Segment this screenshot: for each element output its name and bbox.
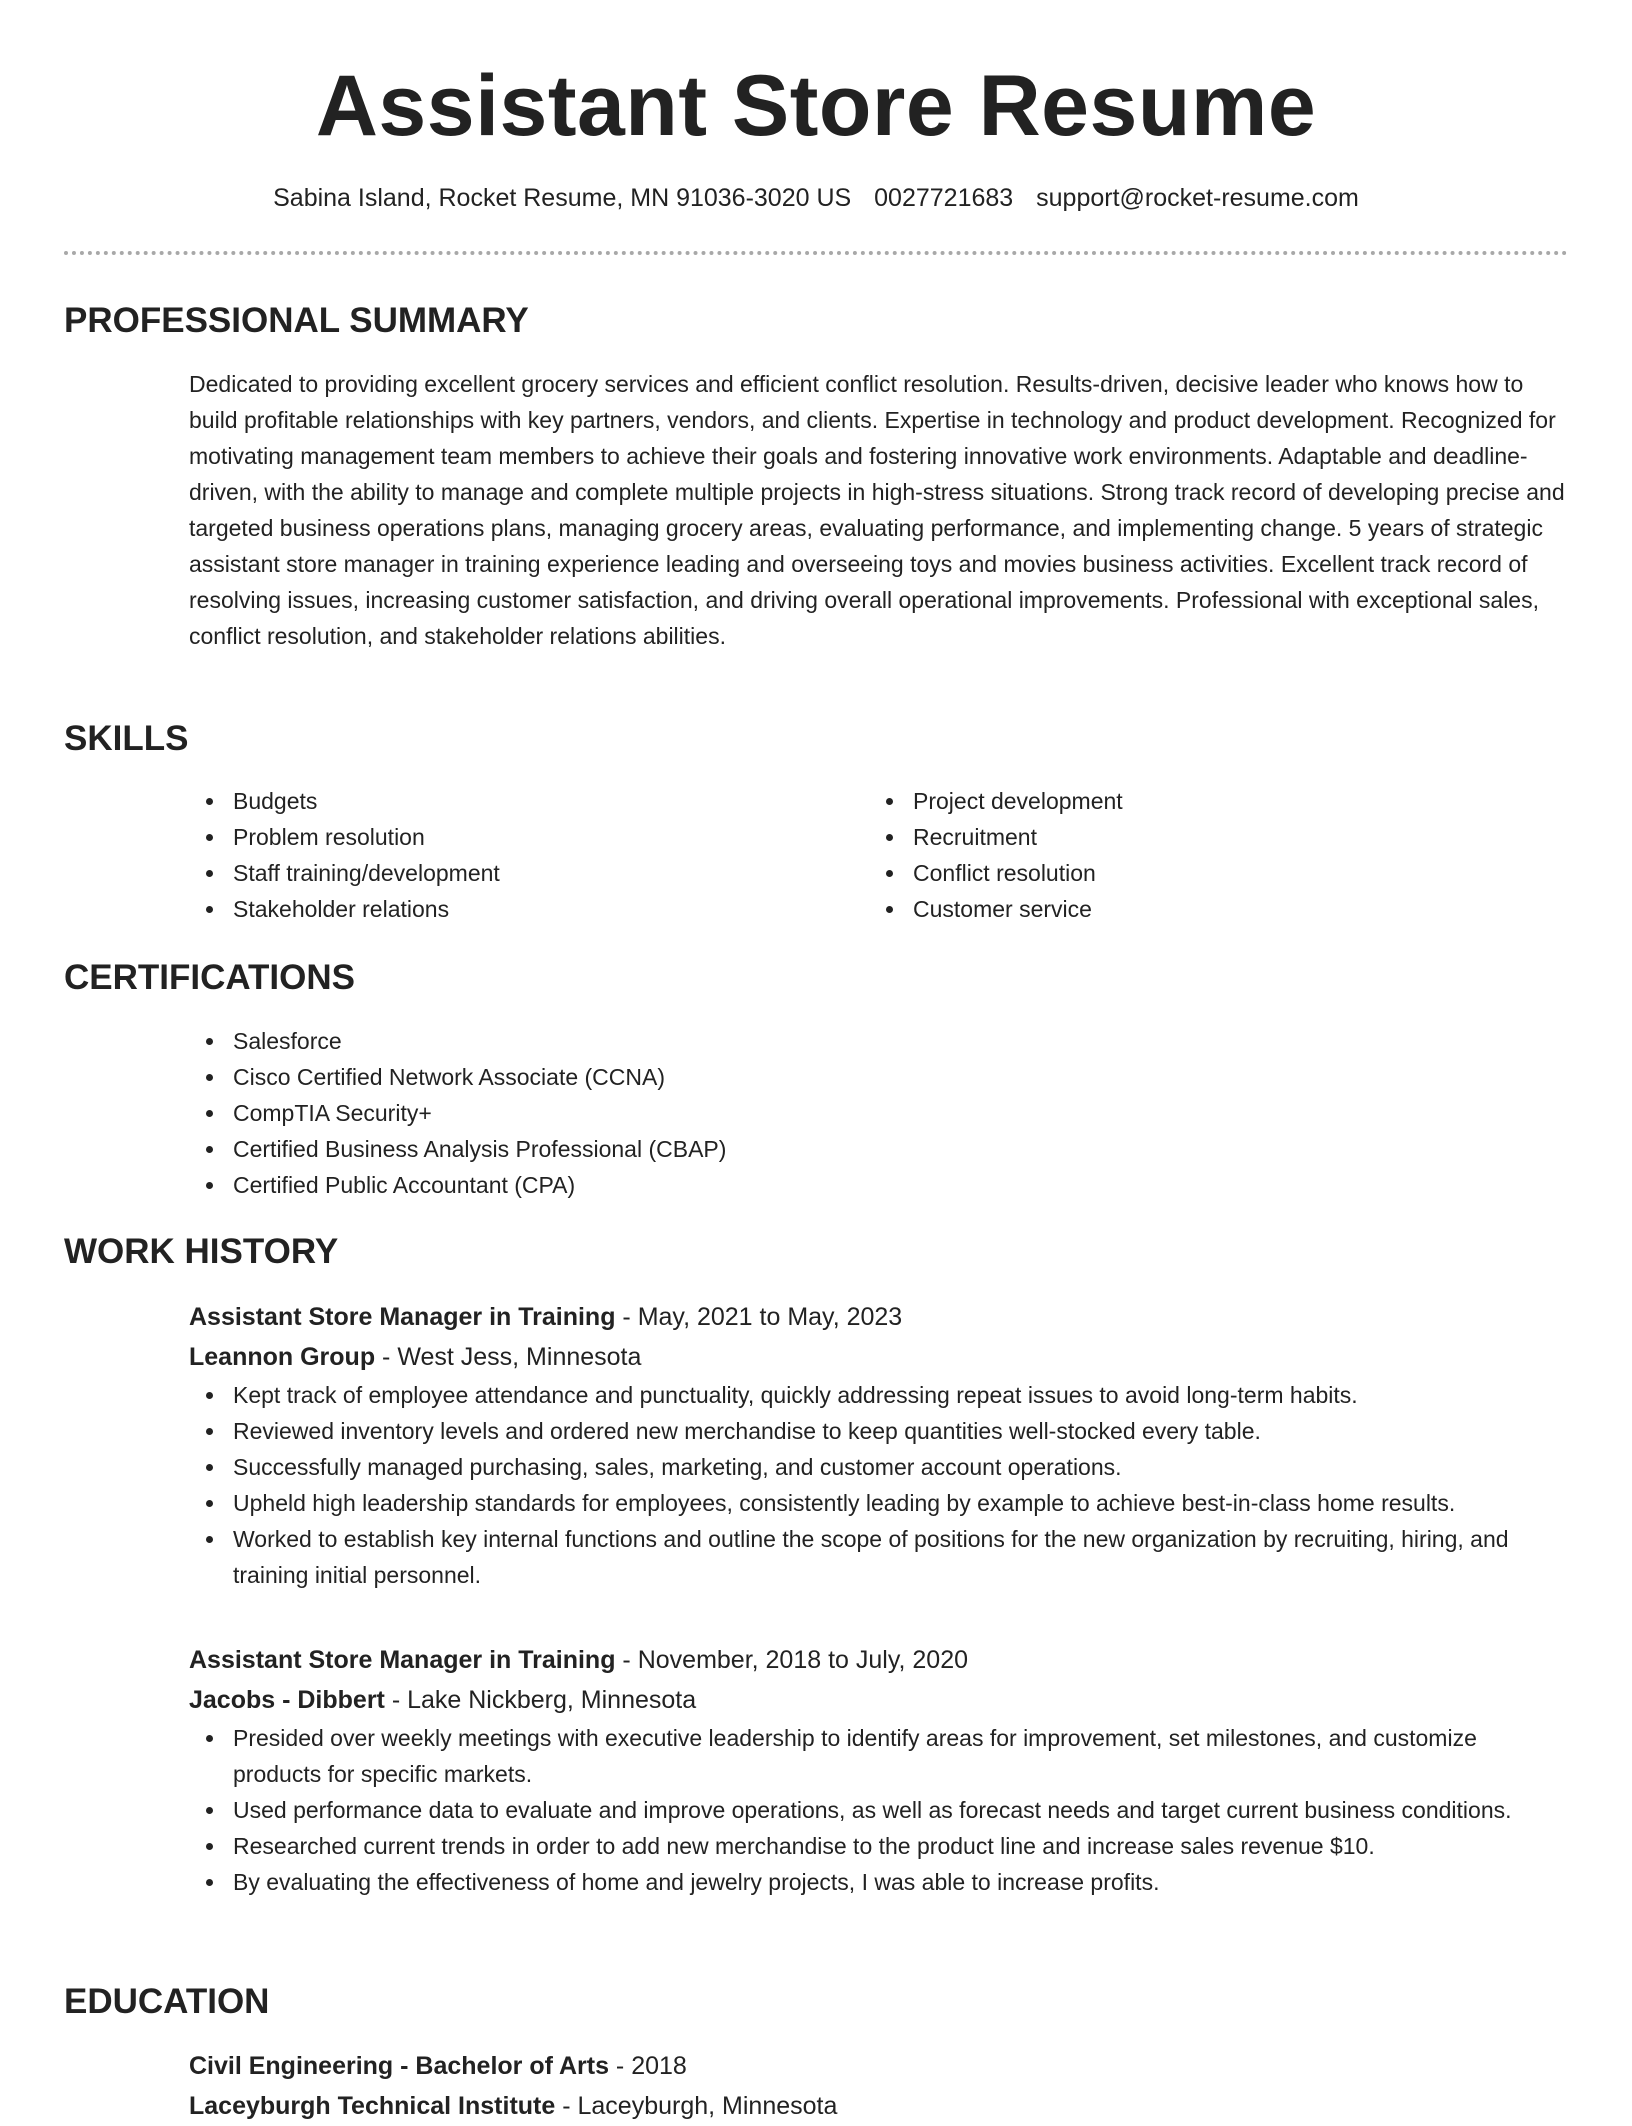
skill-item: Customer service (869, 891, 1549, 927)
job-bullet: Upheld high leadership standards for employees, consistently leading by example to achieve best-in-class home results. (189, 1485, 1568, 1521)
job-bullet: Worked to establish key internal functions and outline the scope of positions for the new organization by recruiting, hiring, and training initial personnel. (189, 1521, 1568, 1593)
certification-item: Certified Public Accountant (CPA) (189, 1167, 1568, 1203)
education-heading: EDUCATION (64, 1982, 270, 2021)
job-responsibilities (189, 1720, 1568, 1900)
header-divider (64, 251, 1568, 255)
education-school-line (189, 2086, 1568, 2126)
job-dates: - May, 2021 to May, 2023 (615, 1303, 903, 1331)
skill-item: Budgets (189, 783, 869, 819)
job-title: Assistant Store Manager in Training (189, 1303, 616, 1331)
job-bullet: Reviewed inventory levels and ordered new merchandise to keep quantities well-stocked every table. (189, 1413, 1568, 1449)
contact-email[interactable]: support@rocket-resume.com (1036, 184, 1359, 212)
work-history-heading: WORK HISTORY (64, 1232, 339, 1271)
education-entry (189, 2046, 1568, 2126)
job-company: Leannon Group (189, 1343, 376, 1371)
certification-item: Cisco Certified Network Associate (CCNA) (189, 1059, 1568, 1095)
skills-heading: SKILLS (64, 719, 189, 758)
job-company-line (189, 1680, 1568, 1720)
contact-line (0, 180, 1632, 216)
job-company-line (189, 1337, 1568, 1377)
certifications-heading: CERTIFICATIONS (64, 958, 356, 997)
certifications-list (189, 1023, 1568, 1203)
contact-phone: 0027721683 (874, 184, 1014, 212)
job-bullet: Researched current trends in order to add new merchandise to the product line and increase sales revenue $10. (189, 1828, 1568, 1864)
certification-item: Certified Business Analysis Professional (CBAP) (189, 1131, 1568, 1167)
job-title-line (189, 1297, 1568, 1337)
job-company: Jacobs - Dibbert (189, 1686, 385, 1714)
skill-item: Recruitment (869, 819, 1549, 855)
education-location: - Laceyburgh, Minnesota (555, 2092, 838, 2120)
job-entry (189, 1297, 1568, 1593)
skills-list-left (189, 783, 869, 927)
job-location: - Lake Nickberg, Minnesota (384, 1686, 697, 1714)
job-bullet: Kept track of employee attendance and punctuality, quickly addressing repeat issues to avoid long-term habits. (189, 1377, 1568, 1413)
skills-section (189, 783, 1568, 927)
job-responsibilities (189, 1377, 1568, 1593)
skill-item: Project development (869, 783, 1549, 819)
job-entry (189, 1640, 1568, 1900)
education-degree: Civil Engineering - Bachelor of Arts (189, 2052, 609, 2080)
job-title-line (189, 1640, 1568, 1680)
certifications-section (189, 1023, 1568, 1203)
certification-item: CompTIA Security+ (189, 1095, 1568, 1131)
job-bullet: By evaluating the effectiveness of home and jewelry projects, I was able to increase profits. (189, 1864, 1568, 1900)
skill-item: Stakeholder relations (189, 891, 869, 927)
education-degree-line (189, 2046, 1568, 2086)
job-bullet: Used performance data to evaluate and improve operations, as well as forecast needs and target current business conditions. (189, 1792, 1568, 1828)
summary-section (189, 366, 1568, 654)
skill-item: Staff training/development (189, 855, 869, 891)
job-dates: - November, 2018 to July, 2020 (615, 1646, 968, 1674)
job-bullet: Successfully managed purchasing, sales, marketing, and customer account operations. (189, 1449, 1568, 1485)
summary-heading: PROFESSIONAL SUMMARY (64, 301, 529, 340)
certification-item: Salesforce (189, 1023, 1568, 1059)
skill-item: Conflict resolution (869, 855, 1549, 891)
summary-text: Dedicated to providing excellent grocery services and efficient conflict resolution. Results-driven, decisive leader who knows how to build profitable relationships with key partners, vendors, and clients. Expertise in technology and product development. Recognized for motivating management team members to achieve their goals and fostering innovative work environments. Adaptable and deadline-driven, with the ability to manage and complete multiple projects in high-stress situations. Strong track record of developing precise and targeted business operations plans, managing grocery areas, evaluating performance, and implementing change. 5 years of strategic assistant store manager in training experience leading and overseeing toys and movies business activities. Excellent track record of resolving issues, increasing customer satisfaction, and driving overall operational improvements. Professional with exceptional sales, conflict resolution, and stakeholder relations abilities. (189, 371, 1565, 649)
job-bullet: Presided over weekly meetings with executive leadership to identify areas for improvement, set milestones, and customize products for specific markets. (189, 1720, 1568, 1792)
education-school: Laceyburgh Technical Institute (189, 2092, 556, 2120)
education-year: - 2018 (608, 2052, 687, 2080)
skills-list-right (869, 783, 1549, 927)
skill-item: Problem resolution (189, 819, 869, 855)
contact-address: Sabina Island, Rocket Resume, MN 91036-3020 US (273, 184, 852, 212)
job-title: Assistant Store Manager in Training (189, 1646, 616, 1674)
resume-title: Assistant Store Resume (315, 58, 1317, 154)
job-location: - West Jess, Minnesota (375, 1343, 642, 1371)
